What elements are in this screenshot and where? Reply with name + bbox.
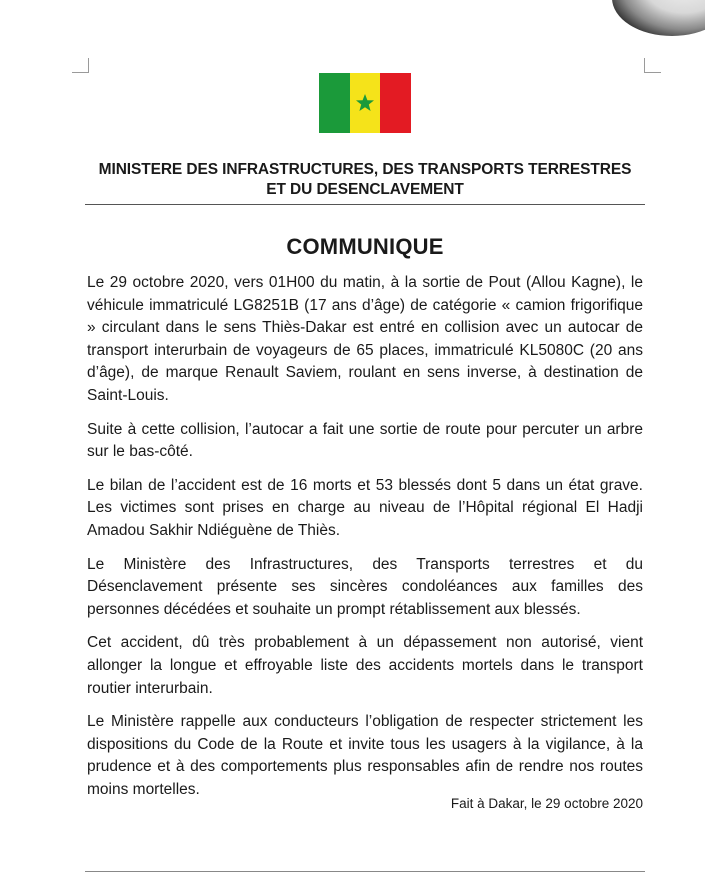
document-body <box>87 272 643 812</box>
paragraph-3: Le bilan de l’accident est de 16 morts et 53 blessés dont 5 dans un état grave. Les victimes sont prises en charge au niveau de l’Hôpital régional El Hadji Amadou Sakhir Ndiéguène de Thiès. <box>87 476 643 539</box>
ministry-line-2: ET DU DESENCLAVEMENT <box>266 181 464 198</box>
flag-stripe-green <box>319 73 350 133</box>
flag-stripe-yellow <box>350 73 381 133</box>
ministry-heading <box>60 160 670 200</box>
crop-mark-right <box>644 58 661 73</box>
paragraph-5: Cet accident, dû très probablement à un dépassement non autorisé, vient allonger la longue et effroyable liste des accidents mortels dans le transport routier interurbain. <box>87 634 643 697</box>
star-icon <box>355 93 375 113</box>
ministry-line-1: MINISTERE DES INFRASTRUCTURES, DES TRANSPORTS TERRESTRES <box>98 161 632 178</box>
paragraph-2: Suite à cette collision, l’autocar a fait une sortie de route pour percuter un arbre sur le bas-côté. <box>87 420 643 461</box>
paragraph-6: Le Ministère rappelle aux conducteurs l’obligation de respecter strictement les dispositions du Code de la Route et invite tous les usagers à la vigilance, à la prudence et à des comportements plus responsables afin de rendre nos routes moins mortelles. <box>87 713 643 798</box>
flag-stripe-red <box>380 73 411 133</box>
document-title: COMMUNIQUE <box>286 234 444 259</box>
paragraph-1: Le 29 octobre 2020, vers 01H00 du matin, à la sortie de Pout (Allou Kagne), le véhicule immatriculé LG8251B (17 ans d’âge) de catégorie « camion frigorifique » circulant dans le sens Thiès-Dakar est entré en collision avec un autocar de transport interurbain de voyageurs de 65 places, immatriculé KL5080C (20 ans d’âge), de marque Renault Saviem, roulant en sens inverse, à destination de Saint-Louis. <box>87 274 643 404</box>
crop-mark-left <box>72 58 89 73</box>
signature-line: Fait à Dakar, le 29 octobre 2020 <box>450 796 643 811</box>
header-divider <box>85 204 645 205</box>
paragraph-4: Le Ministère des Infrastructures, des Transports terrestres et du Désenclavement présente ses sincères condoléances aux familles des personnes décédées et souhaite un prompt rétablissement aux blessés. <box>87 555 643 618</box>
photo-fragment <box>612 0 705 36</box>
senegal-flag <box>319 73 411 133</box>
footer-divider <box>85 871 645 872</box>
